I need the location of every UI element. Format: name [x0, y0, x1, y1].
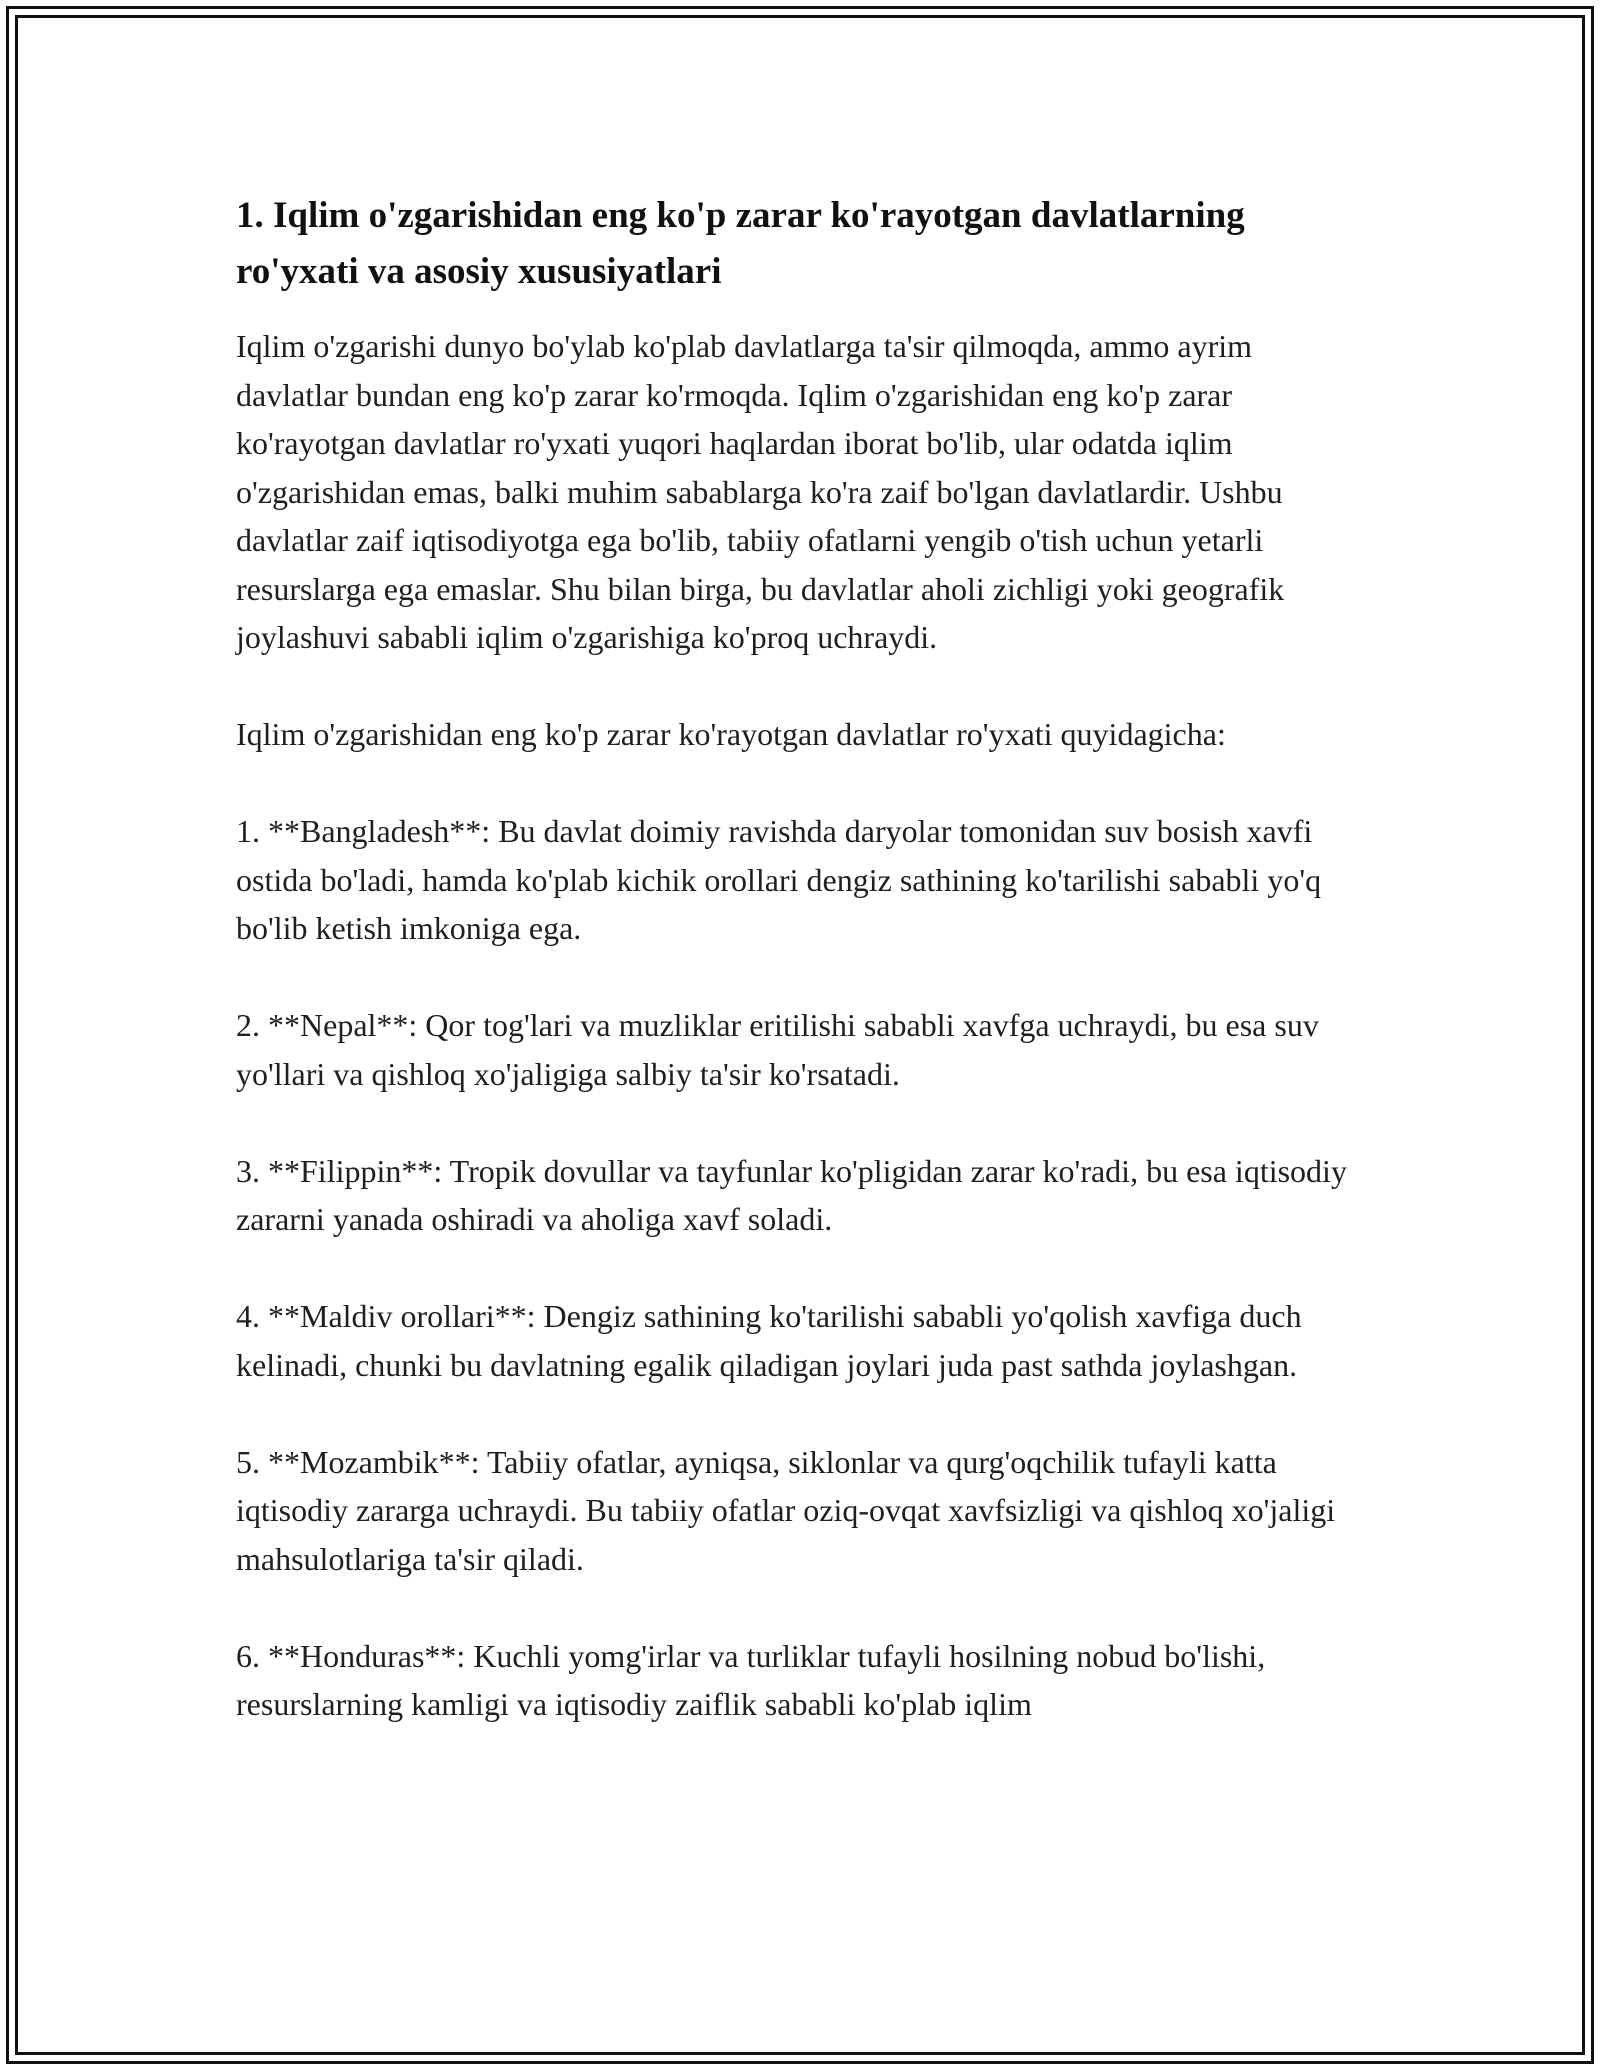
list-item-honduras: 6. **Honduras**: Kuchli yomg'irlar va turliklar tufayli hosilning nobud bo'lishi, resurslarning kamligi va iqtisodiy zaiflik sababli ko'plab iqlim — [236, 1637, 1266, 1722]
section-heading: 1. Iqlim o'zgarishidan eng ko'p zarar ko'rayotgan davlatlarning ro'yxati va asosiy xususiyatlari — [236, 195, 1245, 292]
list-item-mozambik: 5. **Mozambik**: Tabiiy ofatlar, ayniqsa, siklonlar va qurg'oqchilik tufayli katta iqtisodiy zararga uchraydi. Bu tabiiy ofatlar oziq-ovqat xavfsizligi va qishloq xo'jaligi mahsulotlariga ta'sir qiladi. — [236, 1443, 1336, 1577]
list-item-filippin: 3. **Filippin**: Tropik dovullar va tayfunlar ko'pligidan zarar ko'radi, bu esa iqtisodiy zararni yanada oshiradi va aholiga xavf soladi. — [236, 1152, 1347, 1237]
list-item-nepal: 2. **Nepal**: Qor tog'lari va muzliklar eritilishi sababli xavfga uchraydi, bu esa suv yo'llari va qishloq xo'jaligiga salbiy ta'sir ko'rsatadi. — [236, 1007, 1319, 1092]
intro-paragraph: Iqlim o'zgarishi dunyo bo'ylab ko'plab davlatlarga ta'sir qilmoqda, ammo ayrim davlatlar bundan eng ko'p zarar ko'rmoqda. Iqlim o'zgarishidan eng ko'p zarar ko'rayotgan davlatlar ro'yxati yuqori haqlardan iborat bo'lib, ular odatda iqlim o'zgarishidan emas, balki muhim sabablarga ko'ra zaif bo'lgan davlatlardir. Ushbu davlatlar zaif iqtisodiyotga ega bo'lib, tabiiy ofatlarni yengib o'tish uchun yetarli resurslarga ega emaslar. Shu bilan birga, bu davlatlar aholi zichligi yoki geografik joylashuvi sababli iqlim o'zgarishiga ko'proq uchraydi. — [236, 328, 1285, 655]
list-item-maldiv: 4. **Maldiv orollari**: Dengiz sathining ko'tarilishi sababli yo'qolish xavfiga duch kelinadi, chunki bu davlatning egalik qiladigan joylari juda past sathda joylashgan. — [236, 1298, 1302, 1383]
list-intro-paragraph: Iqlim o'zgarishidan eng ko'p zarar ko'rayotgan davlatlar ro'yxati quyidagicha: — [236, 716, 1226, 752]
list-item-bangladesh: 1. **Bangladesh**: Bu davlat doimiy ravishda daryolar tomonidan suv bosish xavfi ostida bo'ladi, hamda ko'plab kichik orollari dengiz sathining ko'tarilishi sababli yo'q bo'lib ketish imkoniga ega. — [236, 813, 1322, 946]
document-body — [236, 188, 1366, 1777]
